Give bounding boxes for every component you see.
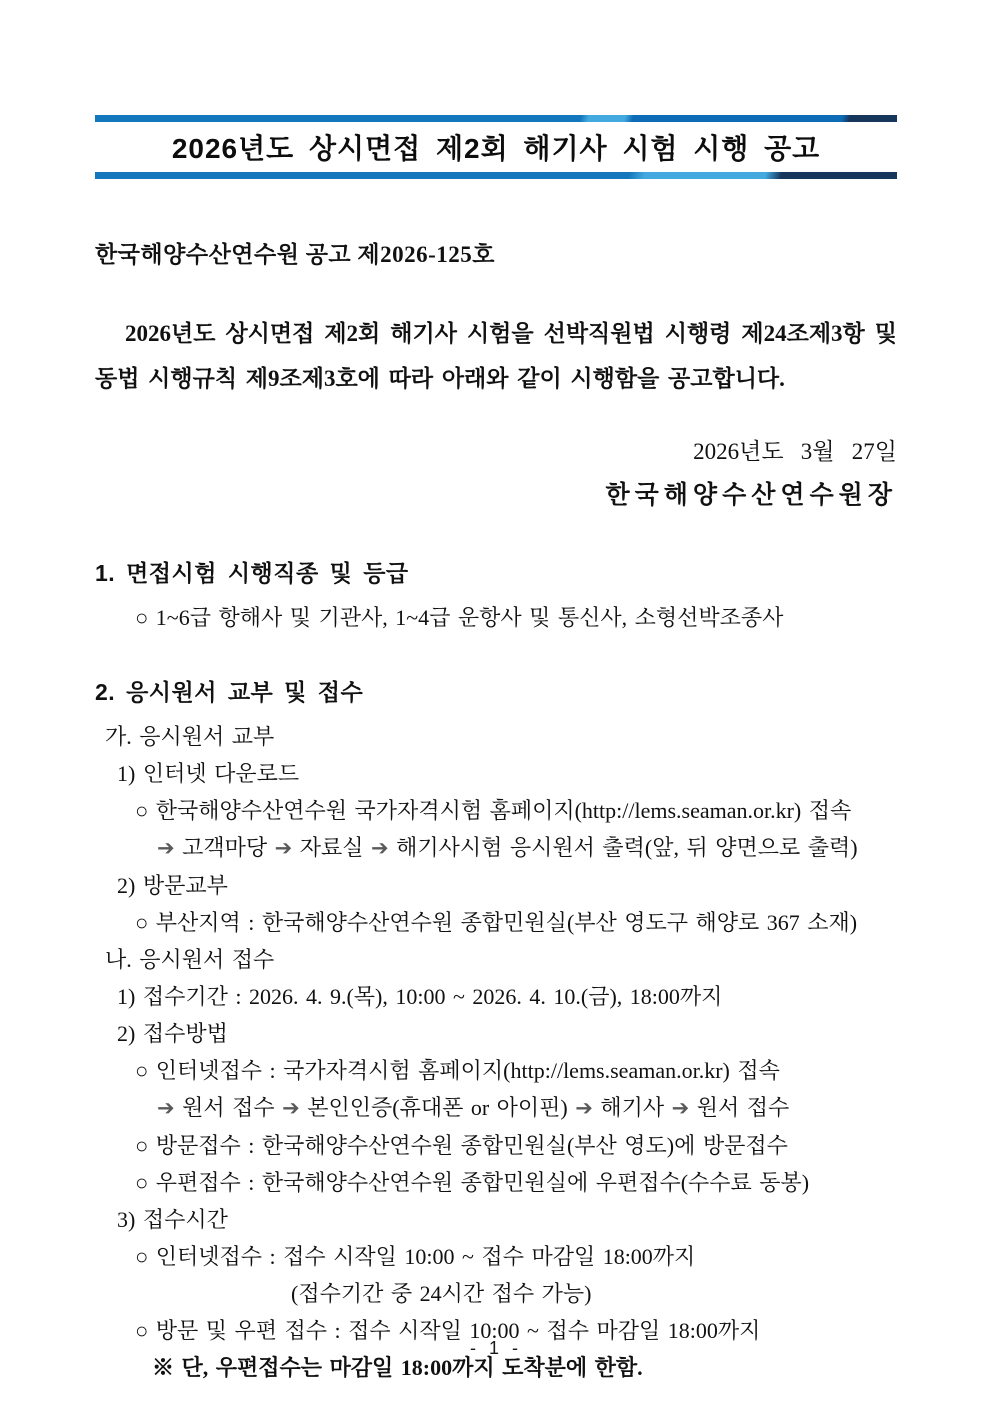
intro-paragraph: 2026년도 상시면접 제2회 해기사 시험을 선박직원법 시행령 제24조제3항 및 동법 시행규칙 제9조제3호에 따라 아래와 같이 시행함을 공고합니다.	[95, 321, 897, 391]
right-arrow-icon: ➔	[575, 1096, 593, 1120]
internet-apply-path-item: ➔ 원서 접수 ➔ 본인인증(휴대폰 or 아이핀) ➔ 해기사 ➔ 원서 접수	[157, 1095, 790, 1120]
right-arrow-icon: ➔	[274, 836, 293, 860]
title-banner	[95, 115, 897, 179]
right-arrow-icon: ➔	[671, 1096, 690, 1120]
notice-number: 한국해양수산연수원 공고 제2026-125호	[95, 242, 495, 267]
busan-office-item: ○ 부산지역 : 한국해양수산연수원 종합민원실(부산 영도구 해양로 367 소재)	[135, 910, 858, 935]
banner-top-bar	[95, 115, 897, 122]
internet-time-item: ○ 인터넷접수 : 접수 시작일 10:00 ~ 접수 마감일 18:00까지	[135, 1244, 696, 1269]
section-1-heading: 1. 면접시험 시행직종 및 등급	[95, 560, 409, 586]
visit-issue-item: 2) 방문교부	[117, 873, 228, 898]
mail-deadline-note: ※ 단, 우편접수는 마감일 18:00까지 도착분에 한함.	[152, 1355, 643, 1380]
visit-mail-time-item: ○ 방문 및 우편 접수 : 접수 시작일 10:00 ~ 접수 마감일 18:00까지	[135, 1318, 761, 1343]
grades-item: ○ 1~6급 항해사 및 기관사, 1~4급 운항사 및 통신사, 소형선박조종사	[135, 605, 784, 630]
document-title: 2026년도 상시면접 제2회 해기사 시험 시행 공고	[171, 133, 821, 164]
homepage-access-item: ○ 한국해양수산연수원 국가자격시험 홈페이지(http://lems.seaman.or.kr) 접속	[135, 798, 852, 823]
visit-apply-item: ○ 방문접수 : 한국해양수산연수원 종합민원실(부산 영도)에 방문접수	[135, 1133, 788, 1158]
reception-method-item: 2) 접수방법	[117, 1021, 228, 1046]
homepage-path-item: ➔ 고객마당 ➔ 자료실 ➔ 해기사시험 응시원서 출력(앞, 뒤 양면으로 출력)	[157, 835, 858, 860]
reception-time-item: 3) 접수시간	[117, 1207, 228, 1232]
reception-period-item: 1) 접수기간 : 2026. 4. 9.(목), 10:00 ~ 2026. 4. 10.(금), 18:00까지	[117, 984, 723, 1009]
right-arrow-icon: ➔	[157, 836, 175, 860]
section-2-heading: 2. 응시원서 교부 및 접수	[95, 679, 364, 705]
page-number: - 1 -	[469, 1338, 522, 1358]
announcement-date: 2026년도 3월 27일	[693, 439, 897, 464]
right-arrow-icon: ➔	[157, 1096, 175, 1120]
internet-download-item: 1) 인터넷 다운로드	[117, 761, 300, 786]
mail-apply-item: ○ 우편접수 : 한국해양수산연수원 종합민원실에 우편접수(수수료 동봉)	[135, 1170, 810, 1195]
internet-apply-item: ○ 인터넷접수 : 국가자격시험 홈페이지(http://lems.seaman.or.kr) 접속	[135, 1058, 780, 1083]
internet-time-note: (접수기간 중 24시간 접수 가능)	[291, 1281, 592, 1306]
right-arrow-icon: ➔	[282, 1096, 300, 1120]
subsection-ga-heading: 가. 응시원서 교부	[105, 724, 275, 749]
subsection-na-heading: 나. 응시원서 접수	[105, 947, 275, 972]
right-arrow-icon: ➔	[371, 836, 389, 860]
signer-name: 한국해양수산연수원장	[605, 482, 897, 509]
banner-bottom-bar	[95, 172, 897, 179]
